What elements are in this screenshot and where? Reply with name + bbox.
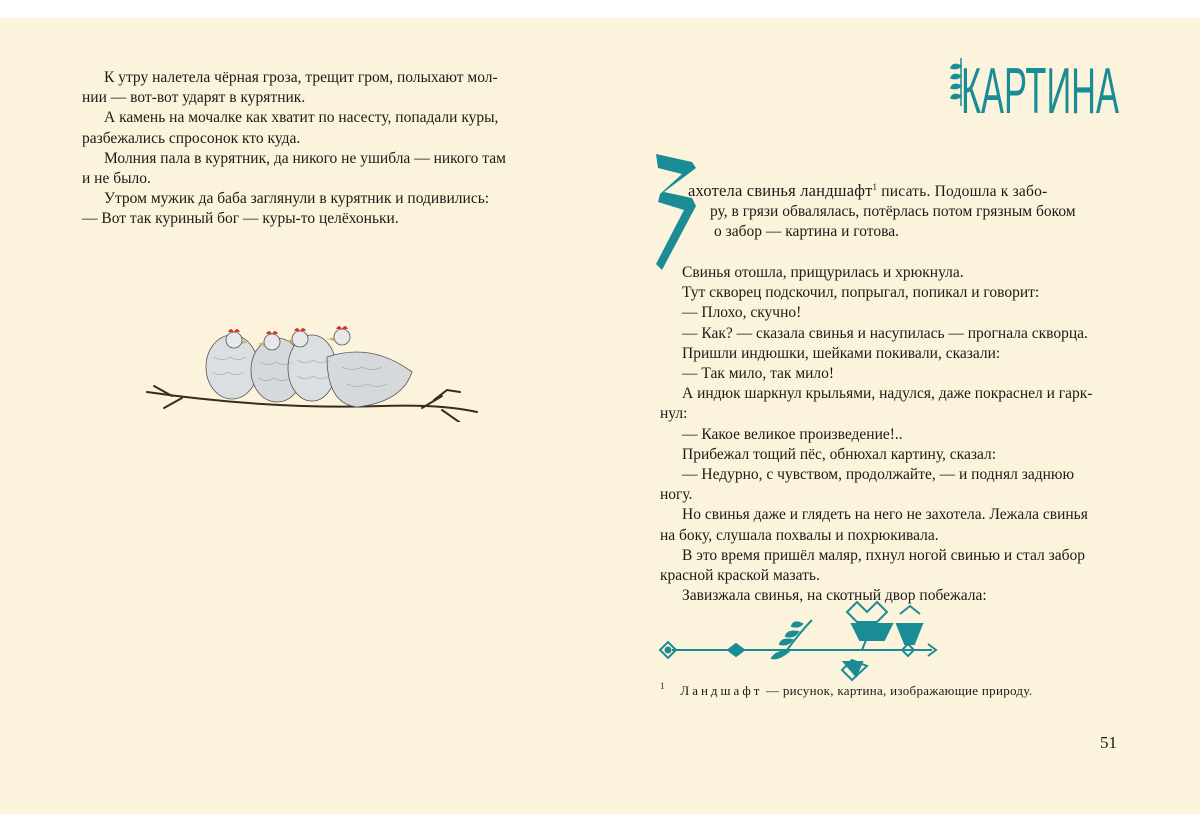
paragraph: — Так мило, так мило!	[682, 365, 835, 383]
paragraph: Но свинья даже и глядеть на него не захотела. Лежала свинья на боку, слушала похвалы и похрюкивала.	[660, 506, 1088, 544]
drop-cap-letter	[652, 152, 702, 272]
paragraph: Молния пала в курятник, да никого не ушибла — никого там и не было.	[82, 149, 506, 188]
paragraph: Пришли индюшки, шейками покивали, сказали:	[682, 344, 1001, 362]
left-page-text	[82, 68, 547, 230]
hens-on-branch-illustration	[142, 312, 482, 422]
paragraph: — Какое великое произведение!..	[682, 425, 903, 443]
paragraph: — Плохо, скучно!	[682, 304, 802, 322]
hen	[206, 329, 258, 399]
paragraph: Завизжала свинья, на скотный двор побежала:	[682, 587, 987, 605]
paragraph: Утром мужик да баба заглянули в курятник и подивились: — Вот так куриный бог — куры-то целёхоньки.	[82, 190, 490, 228]
svg-text:КАРТИНА: КАРТИНА	[961, 54, 1120, 118]
paragraph: А индюк шаркнул крыльями, надулся, даже покраснел и гарк- нул:	[660, 385, 1093, 423]
paragraph: Тут скворец подскочил, попрыгал, попикал и говорит:	[682, 284, 1040, 302]
chapter-title	[947, 48, 1123, 118]
first-line: ахотела свинья ландшафт$^1$ писать. Подошла к забо-	[688, 181, 1048, 200]
footnote-term: Ландшафт	[680, 683, 763, 698]
dropcap-continuation: ру, в грязи обвалялась, потёрлась потом грязным боком о забор — картина и готова.	[710, 203, 1076, 241]
page-number: 51	[1100, 733, 1117, 752]
paragraph: — Недурно, с чувством, продолжайте, — и поднял заднюю ногу.	[660, 466, 1075, 504]
footnote-definition: — рисунок, картина, изображающие природу.	[762, 683, 1033, 698]
footnote-marker: 1	[660, 681, 665, 691]
paragraph: Прибежал тощий пёс, обнюхал картину, сказал:	[682, 445, 997, 463]
right-page-text	[660, 263, 1125, 606]
paragraph: А камень на мочалке как хватит по насесту, попадали куры, разбежались спросонок кто куда.	[82, 109, 499, 147]
paragraph: В это время пришёл маляр, пхнул ногой свинью и стал забор красной краской мазать.	[660, 546, 1085, 585]
paragraph: К утру налетела чёрная гроза, трещит гром, полыхают мол- нии — вот-вот ударят в курятник.	[82, 69, 498, 107]
paragraph: — Как? — сказала свинья и насупилась — прогнала скворца.	[682, 324, 1088, 342]
leaf-sprig-icon	[951, 58, 961, 106]
hen	[327, 326, 412, 407]
paragraph: Свинья отошла, прищурилась и хрюкнула.	[682, 264, 964, 281]
footnote	[660, 683, 1032, 699]
folk-flower-ornament	[652, 600, 952, 690]
